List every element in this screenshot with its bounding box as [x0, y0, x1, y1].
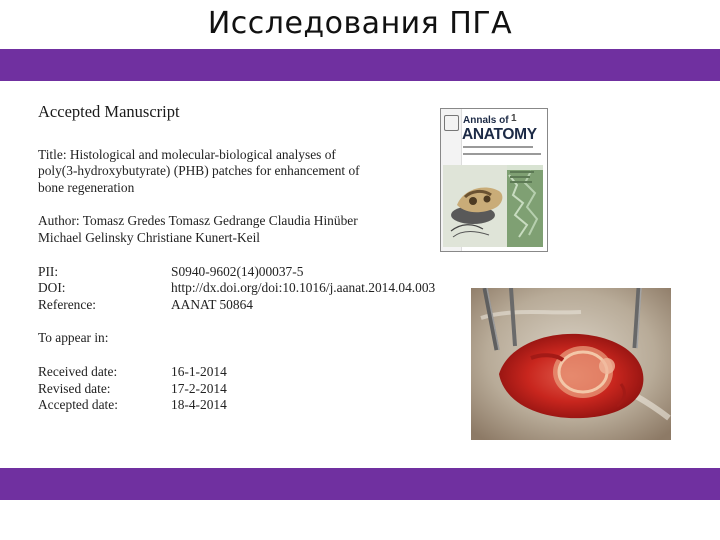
- reference-row: [38, 297, 478, 314]
- pii-key: PII:: [38, 263, 59, 279]
- title-line: poly(3-hydroxybutyrate) (PHB) patches for enhancement of: [38, 163, 360, 179]
- manuscript-heading: Accepted Manuscript: [38, 102, 180, 121]
- revised-date-key: Revised date:: [38, 380, 111, 396]
- title-block: [38, 147, 478, 197]
- manuscript-text: [38, 104, 478, 431]
- appear-in-label: To appear in:: [38, 330, 109, 346]
- cover-journal-line1: Annals of: [463, 115, 509, 126]
- cover-subtitle-line: [463, 146, 533, 148]
- received-date-key: Received date:: [38, 363, 118, 379]
- revised-date-row: [38, 381, 478, 398]
- identifier-block: [38, 264, 478, 314]
- accepted-date-row: [38, 397, 478, 414]
- title-line: Title: Histological and molecular-biological analyses of: [38, 146, 336, 162]
- cover-volume-number: 1: [511, 113, 517, 124]
- top-accent-bar: [0, 49, 720, 81]
- pii-row: [38, 264, 478, 281]
- cover-subtitle-line: [463, 153, 541, 155]
- cover-volume: [511, 113, 517, 124]
- journal-cover-image: [440, 108, 548, 252]
- pii-value: S0940-9602(14)00037-5: [171, 263, 304, 279]
- cover-skull-illustration: [443, 165, 543, 247]
- accepted-date-value: 18-4-2014: [171, 397, 227, 413]
- bottom-accent-bar: [0, 468, 720, 500]
- revised-date-value: 17-2-2014: [171, 380, 227, 396]
- doi-key: DOI:: [38, 280, 66, 296]
- slide-title: Исследования ПГА: [207, 6, 513, 41]
- received-date-value: 16-1-2014: [171, 363, 227, 379]
- cover-journal-line2: ANATOMY: [462, 126, 537, 143]
- reference-value: AANAT 50864: [171, 296, 253, 312]
- author-line: Michael Gelinsky Christiane Kunert-Keil: [38, 229, 261, 245]
- doi-row: [38, 280, 478, 297]
- doi-value: http://dx.doi.org/doi:10.1016/j.aanat.2014.04.003: [171, 280, 436, 296]
- author-line: Author: Tomasz Gredes Tomasz Gedrange Claudia Hinüber: [38, 213, 358, 229]
- bone-defect-surgery-photo: [471, 288, 671, 440]
- author-block: [38, 213, 478, 246]
- title-line: bone regeneration: [38, 179, 135, 195]
- reference-key: Reference:: [38, 296, 96, 312]
- dates-block: [38, 364, 478, 414]
- publisher-logo-icon: [444, 115, 459, 131]
- accepted-date-key: Accepted date:: [38, 397, 118, 413]
- received-date-row: [38, 364, 478, 381]
